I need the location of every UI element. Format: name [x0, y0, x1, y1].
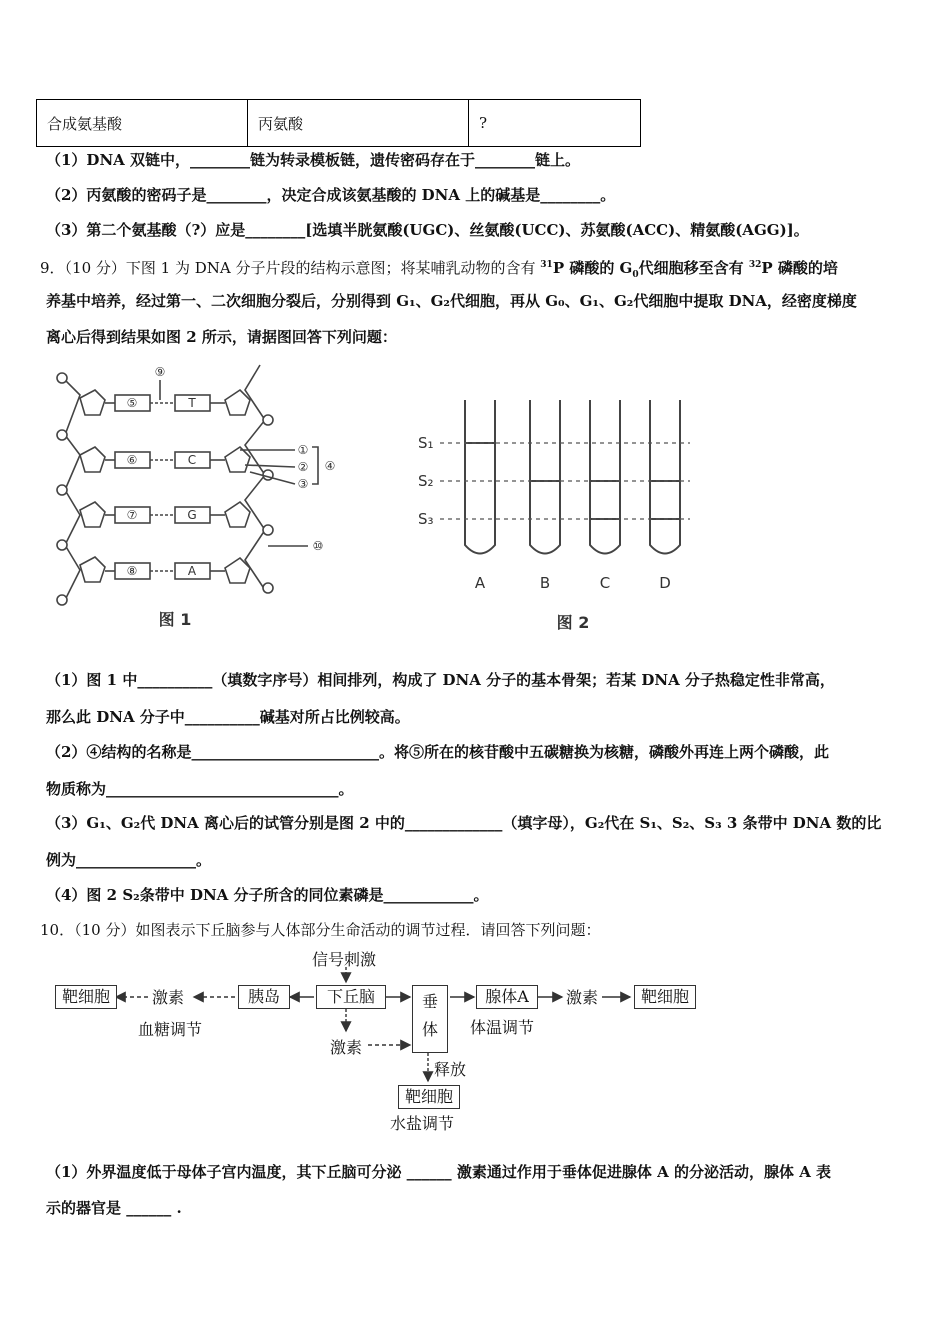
q9-part3-a: （3）G₁、G₂代 DNA 离心后的试管分别是图 2 中的_____________（填字母），G₂代在 S₁、S₂、S₃ 3 条带中 DNA 数的比	[46, 814, 882, 832]
q9-part1-a: （1）图 1 中__________（填数字序号）相间排列，构成了 DNA 分子的基本骨架；若某 DNA 分子热稳定性非常高，	[46, 671, 835, 689]
fig1-base: T	[188, 396, 196, 410]
q8-part1: （1）DNA 双链中，________链为转录模板链，遗传密码存在于________链上。	[46, 151, 581, 169]
dna-structure-figure	[50, 360, 350, 640]
release-label: 释放	[434, 1060, 467, 1079]
hypothalamus-regulation-diagram	[50, 945, 730, 1135]
fig1-num: ⑤	[126, 396, 138, 410]
fig1-label: ③	[297, 477, 309, 491]
fig1-label: ①	[297, 443, 309, 457]
body-temperature-regulation-label: 体温调节	[470, 1018, 535, 1037]
hormone-label-left: 激素	[152, 988, 185, 1007]
amino-acid-table	[36, 99, 641, 147]
subscript: 0	[632, 270, 639, 280]
fig2-band-label: S₁	[418, 434, 434, 452]
hypothalamus-box: 下丘脑	[316, 985, 386, 1009]
pituitary-label: 垂	[421, 992, 438, 1011]
q9-part1-b: 那么此 DNA 分子中__________碱基对所占比例较高。	[46, 708, 410, 726]
q9-intro-line2: 养基中培养，经过第一、二次细胞分裂后，分别得到 G₁、G₂代细胞，再从 G₀、G₁、G₂代细胞中提取 DNA，经密度梯度	[46, 292, 857, 310]
fig1-label: ⑩	[312, 539, 324, 553]
table-cell: ?	[469, 100, 641, 147]
fig1-base: A	[187, 564, 197, 578]
hormone-label-below: 激素	[330, 1038, 363, 1057]
fig1-caption: 图 1	[158, 610, 192, 629]
fig2-tube-label: C	[599, 574, 611, 592]
target-cell-right: 靶细胞	[634, 985, 696, 1009]
pituitary-label: 体	[421, 1020, 438, 1039]
q10-part1-b: 示的器官是 ______ .	[46, 1199, 182, 1217]
fig2-band-label: S₃	[418, 510, 434, 528]
q9-part4: （4）图 2 S₂条带中 DNA 分子所含的同位素磷是____________。	[46, 886, 489, 904]
water-salt-regulation-label: 水盐调节	[390, 1114, 455, 1133]
q9-intro-line3: 离心后得到结果如图 2 所示，请据图回答下列问题：	[46, 328, 397, 346]
q9-part2-b: 物质称为_______________________________。	[46, 780, 354, 798]
fig1-base: C	[187, 453, 197, 467]
table-row	[37, 100, 641, 147]
q10-part1-a: （1）外界温度低于母体子宫内温度，其下丘脑可分泌 ______ 激素通过作用于垂体促进腺体 A 的分泌活动，腺体 A 表	[46, 1163, 832, 1181]
q9-intro-line1	[40, 255, 910, 285]
q8-part2: （2）丙氨酸的密码子是________，决定合成该氨基酸的 DNA 上的碱基是________。	[46, 186, 616, 204]
fig2-caption: 图 2	[556, 613, 590, 632]
superscript: 32	[748, 260, 762, 270]
fig1-num: ⑧	[126, 564, 138, 578]
blood-sugar-regulation-label: 血糖调节	[138, 1020, 203, 1039]
fig2-band-label: S₂	[418, 472, 434, 490]
fig1-label: ②	[297, 460, 309, 474]
q9-part3-b: 例为________________。	[46, 851, 212, 869]
centrifuge-tubes-figure	[410, 390, 710, 640]
q9-intro-text: P 磷酸的培	[761, 259, 838, 277]
fig1-num: ⑥	[126, 453, 138, 467]
q9-part2-a: （2）④结构的名称是_________________________。将⑤所在的核苷酸中五碳糖换为核糖，磷酸外再连上两个磷酸，此	[46, 743, 829, 761]
fig2-tube-label: A	[474, 574, 486, 592]
fig1-label: ⑨	[154, 365, 166, 379]
pancreas-box: 胰岛	[238, 985, 290, 1009]
fig2-tube-label: B	[539, 574, 551, 592]
table-cell: 合成氨基酸	[37, 100, 248, 147]
fig1-num: ⑦	[126, 508, 138, 522]
hormone-label-right: 激素	[566, 988, 599, 1007]
q9-intro-text: 代细胞移至含有	[638, 259, 749, 277]
target-cell-bottom: 靶细胞	[398, 1085, 460, 1109]
fig1-base: G	[187, 508, 197, 522]
pituitary-box	[412, 985, 448, 1053]
q9-intro-text: P 磷酸的 G	[552, 259, 633, 277]
fig1-label: ④	[324, 459, 336, 473]
diagram-arrows	[50, 945, 730, 1135]
superscript: 31	[540, 260, 553, 270]
signal-stimulus-label: 信号刺激	[312, 950, 377, 969]
target-cell-left: 靶细胞	[55, 985, 117, 1009]
fig2-tube-label: D	[659, 574, 671, 592]
table-cell: 丙氨酸	[248, 100, 469, 147]
q8-part3: （3）第二个氨基酸（?）应是________[选填半胱氨酸(UGC)、丝氨酸(UCC)、苏氨酸(ACC)、精氨酸(AGG)]。	[46, 221, 809, 239]
gland-a-box: 腺体A	[476, 985, 538, 1009]
q10-intro: 10．（10 分）如图表示下丘脑参与人体部分生命活动的调节过程．请回答下列问题：	[40, 921, 601, 939]
q9-intro-text: 9．（10 分）下图 1 为 DNA 分子片段的结构示意图；将某哺乳动物的含有	[40, 259, 541, 277]
